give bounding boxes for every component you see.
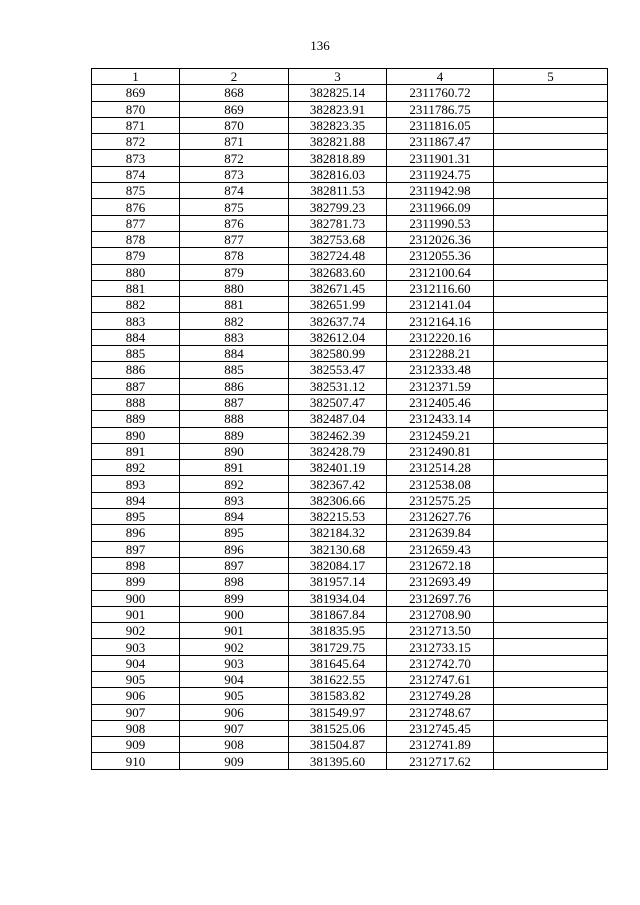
table-cell <box>494 590 608 606</box>
table-cell: 2312745.45 <box>387 720 494 736</box>
table-cell <box>494 720 608 736</box>
table-row <box>92 183 608 199</box>
column-header: 3 <box>289 69 387 85</box>
table-cell <box>494 655 608 671</box>
table-cell: 2312055.36 <box>387 248 494 264</box>
table-cell: 382367.42 <box>289 476 387 492</box>
table-cell: 906 <box>92 688 180 704</box>
table-cell: 2312371.59 <box>387 378 494 394</box>
table-cell <box>494 688 608 704</box>
table-cell: 381957.14 <box>289 574 387 590</box>
table-cell <box>494 215 608 231</box>
table-cell <box>494 476 608 492</box>
table-cell: 382130.68 <box>289 541 387 557</box>
table-cell: 891 <box>180 460 289 476</box>
table-row <box>92 460 608 476</box>
table-row <box>92 525 608 541</box>
table-cell: 2312333.48 <box>387 362 494 378</box>
table-row <box>92 362 608 378</box>
table-row <box>92 313 608 329</box>
table-cell: 382823.91 <box>289 101 387 117</box>
table-cell: 2311816.05 <box>387 117 494 133</box>
table-cell <box>494 183 608 199</box>
table-cell: 888 <box>180 411 289 427</box>
table-cell <box>494 443 608 459</box>
table-cell: 2312514.28 <box>387 460 494 476</box>
table-cell: 382507.47 <box>289 394 387 410</box>
table-cell: 898 <box>92 557 180 573</box>
table-cell <box>494 574 608 590</box>
table-row <box>92 411 608 427</box>
table-row <box>92 280 608 296</box>
table-cell: 874 <box>92 166 180 182</box>
table-cell: 883 <box>180 329 289 345</box>
table-cell: 903 <box>92 639 180 655</box>
table-cell: 382683.60 <box>289 264 387 280</box>
table-cell: 2312697.76 <box>387 590 494 606</box>
table-cell: 2312220.16 <box>387 329 494 345</box>
table-cell: 382671.45 <box>289 280 387 296</box>
table-cell: 2312575.25 <box>387 492 494 508</box>
table-cell <box>494 411 608 427</box>
table-row <box>92 492 608 508</box>
table-cell: 902 <box>180 639 289 655</box>
table-cell: 900 <box>180 606 289 622</box>
table-cell: 2312433.14 <box>387 411 494 427</box>
table-row <box>92 134 608 150</box>
table-cell: 381867.84 <box>289 606 387 622</box>
table-cell: 889 <box>180 427 289 443</box>
table-cell: 2312748.67 <box>387 704 494 720</box>
table-cell: 895 <box>92 509 180 525</box>
coordinates-table <box>91 68 608 770</box>
table-cell: 381525.06 <box>289 720 387 736</box>
table-cell: 882 <box>92 297 180 313</box>
table-cell: 382818.89 <box>289 150 387 166</box>
table-cell <box>494 509 608 525</box>
table-cell: 873 <box>180 166 289 182</box>
table-row <box>92 199 608 215</box>
table-cell: 382651.99 <box>289 297 387 313</box>
table-cell: 2311786.75 <box>387 101 494 117</box>
table-cell: 2312100.64 <box>387 264 494 280</box>
table-cell: 890 <box>92 427 180 443</box>
table-cell: 2312405.46 <box>387 394 494 410</box>
table-cell: 876 <box>92 199 180 215</box>
table-cell: 871 <box>92 117 180 133</box>
table-cell: 382823.35 <box>289 117 387 133</box>
table-cell: 878 <box>92 231 180 247</box>
table-cell: 2312742.70 <box>387 655 494 671</box>
table-cell: 888 <box>92 394 180 410</box>
table-cell <box>494 117 608 133</box>
table-cell <box>494 753 608 769</box>
table-cell: 894 <box>92 492 180 508</box>
table-cell: 381504.87 <box>289 737 387 753</box>
table-cell <box>494 231 608 247</box>
table-cell: 886 <box>92 362 180 378</box>
table-cell: 906 <box>180 704 289 720</box>
table-cell: 382724.48 <box>289 248 387 264</box>
table-cell <box>494 313 608 329</box>
table-cell: 869 <box>180 101 289 117</box>
table-cell: 2312713.50 <box>387 623 494 639</box>
table-cell: 2311966.09 <box>387 199 494 215</box>
table-cell: 2312026.36 <box>387 231 494 247</box>
table-cell: 2312708.90 <box>387 606 494 622</box>
table-cell: 887 <box>92 378 180 394</box>
table-row <box>92 378 608 394</box>
table-cell: 895 <box>180 525 289 541</box>
table-row <box>92 427 608 443</box>
table-cell <box>494 525 608 541</box>
table-row <box>92 688 608 704</box>
table-cell: 382637.74 <box>289 313 387 329</box>
table-cell: 889 <box>92 411 180 427</box>
table-cell: 381645.64 <box>289 655 387 671</box>
table-cell: 382799.23 <box>289 199 387 215</box>
table-cell <box>494 623 608 639</box>
table-cell: 382487.04 <box>289 411 387 427</box>
table-cell: 897 <box>92 541 180 557</box>
table-cell: 382531.12 <box>289 378 387 394</box>
table-cell: 899 <box>180 590 289 606</box>
table-cell <box>494 362 608 378</box>
table-row <box>92 574 608 590</box>
table-cell: 884 <box>180 346 289 362</box>
table-cell: 381934.04 <box>289 590 387 606</box>
column-header: 2 <box>180 69 289 85</box>
table-cell: 890 <box>180 443 289 459</box>
table-cell: 382580.99 <box>289 346 387 362</box>
table-row <box>92 101 608 117</box>
table-cell <box>494 199 608 215</box>
table-cell: 382462.39 <box>289 427 387 443</box>
table-cell: 878 <box>180 248 289 264</box>
table-cell: 901 <box>92 606 180 622</box>
table-cell: 902 <box>92 623 180 639</box>
table-cell: 2312164.16 <box>387 313 494 329</box>
table-cell <box>494 248 608 264</box>
header-row <box>92 69 608 85</box>
table-cell: 382215.53 <box>289 509 387 525</box>
table-cell <box>494 557 608 573</box>
table-row <box>92 737 608 753</box>
table-cell <box>494 639 608 655</box>
table-cell: 904 <box>92 655 180 671</box>
table-cell: 382811.53 <box>289 183 387 199</box>
table-row <box>92 476 608 492</box>
table-row <box>92 541 608 557</box>
table-row <box>92 117 608 133</box>
table-cell: 2312717.62 <box>387 753 494 769</box>
table-cell: 892 <box>180 476 289 492</box>
table-cell <box>494 671 608 687</box>
table-cell <box>494 297 608 313</box>
table-cell: 2312747.61 <box>387 671 494 687</box>
table-cell: 382184.32 <box>289 525 387 541</box>
table-row <box>92 264 608 280</box>
table-cell: 875 <box>180 199 289 215</box>
table-row <box>92 297 608 313</box>
table-cell: 382781.73 <box>289 215 387 231</box>
table-cell: 2312288.21 <box>387 346 494 362</box>
column-header: 1 <box>92 69 180 85</box>
table-row <box>92 248 608 264</box>
table-cell: 2311990.53 <box>387 215 494 231</box>
table-row <box>92 720 608 736</box>
table-row <box>92 329 608 345</box>
table-cell: 381395.60 <box>289 753 387 769</box>
table-cell: 885 <box>180 362 289 378</box>
table-row <box>92 166 608 182</box>
table-cell: 382816.03 <box>289 166 387 182</box>
table-cell: 2312693.49 <box>387 574 494 590</box>
table-cell: 2312639.84 <box>387 525 494 541</box>
table-cell <box>494 280 608 296</box>
table-cell: 894 <box>180 509 289 525</box>
table-row <box>92 639 608 655</box>
table-cell: 896 <box>92 525 180 541</box>
table-cell: 2312141.04 <box>387 297 494 313</box>
table-row <box>92 671 608 687</box>
table-cell: 381549.97 <box>289 704 387 720</box>
table-cell: 869 <box>92 85 180 101</box>
table-cell: 381835.95 <box>289 623 387 639</box>
table-cell: 909 <box>92 737 180 753</box>
table-cell: 2311942.98 <box>387 183 494 199</box>
table-cell: 899 <box>92 574 180 590</box>
table-cell <box>494 492 608 508</box>
table-cell: 881 <box>180 297 289 313</box>
table-cell: 2311867.47 <box>387 134 494 150</box>
table-cell: 382825.14 <box>289 85 387 101</box>
table-cell <box>494 606 608 622</box>
table-cell: 2312733.15 <box>387 639 494 655</box>
table-cell: 900 <box>92 590 180 606</box>
table-cell: 382306.66 <box>289 492 387 508</box>
table-row <box>92 509 608 525</box>
table-cell <box>494 101 608 117</box>
table-cell: 382612.04 <box>289 329 387 345</box>
table-row <box>92 231 608 247</box>
table-cell: 2312741.89 <box>387 737 494 753</box>
table-cell <box>494 85 608 101</box>
table-cell: 868 <box>180 85 289 101</box>
table-cell: 2311901.31 <box>387 150 494 166</box>
table-cell <box>494 150 608 166</box>
table-row <box>92 606 608 622</box>
table-cell <box>494 134 608 150</box>
table-cell: 880 <box>92 264 180 280</box>
table-cell: 882 <box>180 313 289 329</box>
table-row <box>92 150 608 166</box>
table-cell: 2312116.60 <box>387 280 494 296</box>
table-row <box>92 394 608 410</box>
table-cell: 382401.19 <box>289 460 387 476</box>
table-cell: 2311924.75 <box>387 166 494 182</box>
table-cell <box>494 166 608 182</box>
table-cell: 873 <box>92 150 180 166</box>
table-cell: 874 <box>180 183 289 199</box>
table-cell: 904 <box>180 671 289 687</box>
table-cell <box>494 264 608 280</box>
table-cell: 2311760.72 <box>387 85 494 101</box>
table-row <box>92 85 608 101</box>
table-cell: 885 <box>92 346 180 362</box>
table-cell: 2312459.21 <box>387 427 494 443</box>
table-cell: 891 <box>92 443 180 459</box>
table-row <box>92 590 608 606</box>
table-cell: 2312490.81 <box>387 443 494 459</box>
table-cell: 382084.17 <box>289 557 387 573</box>
table-cell: 870 <box>92 101 180 117</box>
table-cell: 901 <box>180 623 289 639</box>
table-cell: 877 <box>180 231 289 247</box>
table-cell: 382553.47 <box>289 362 387 378</box>
table-row <box>92 557 608 573</box>
table-row <box>92 346 608 362</box>
table-cell <box>494 346 608 362</box>
table-cell: 381583.82 <box>289 688 387 704</box>
table-cell: 897 <box>180 557 289 573</box>
table-cell <box>494 737 608 753</box>
table-cell: 381729.75 <box>289 639 387 655</box>
table-cell <box>494 427 608 443</box>
table-body <box>92 85 608 769</box>
table-cell: 2312538.08 <box>387 476 494 492</box>
table-cell: 910 <box>92 753 180 769</box>
column-header: 4 <box>387 69 494 85</box>
table-cell: 382753.68 <box>289 231 387 247</box>
table-cell: 872 <box>92 134 180 150</box>
table-cell: 871 <box>180 134 289 150</box>
table-cell: 2312659.43 <box>387 541 494 557</box>
table-cell <box>494 541 608 557</box>
table-cell <box>494 394 608 410</box>
table-row <box>92 704 608 720</box>
table-row <box>92 215 608 231</box>
table-cell: 908 <box>180 737 289 753</box>
table-cell: 884 <box>92 329 180 345</box>
table-cell: 872 <box>180 150 289 166</box>
table-cell: 903 <box>180 655 289 671</box>
table-cell: 896 <box>180 541 289 557</box>
table-cell <box>494 329 608 345</box>
table-cell: 887 <box>180 394 289 410</box>
table-cell: 905 <box>180 688 289 704</box>
table-cell: 382821.88 <box>289 134 387 150</box>
page-number: 136 <box>310 38 330 53</box>
table-cell: 907 <box>180 720 289 736</box>
table-cell: 876 <box>180 215 289 231</box>
table-cell: 881 <box>92 280 180 296</box>
table-cell: 905 <box>92 671 180 687</box>
table-cell: 381622.55 <box>289 671 387 687</box>
table-cell: 898 <box>180 574 289 590</box>
table-cell: 879 <box>180 264 289 280</box>
column-header: 5 <box>494 69 608 85</box>
table-cell: 382428.79 <box>289 443 387 459</box>
table-cell: 886 <box>180 378 289 394</box>
table-cell: 909 <box>180 753 289 769</box>
table-cell: 879 <box>92 248 180 264</box>
table-cell <box>494 704 608 720</box>
table-row <box>92 753 608 769</box>
table-cell: 893 <box>180 492 289 508</box>
table-cell: 2312749.28 <box>387 688 494 704</box>
table-row <box>92 443 608 459</box>
table-cell: 2312672.18 <box>387 557 494 573</box>
table-cell: 883 <box>92 313 180 329</box>
table-cell: 908 <box>92 720 180 736</box>
table-cell <box>494 460 608 476</box>
table-cell: 2312627.76 <box>387 509 494 525</box>
table-cell: 893 <box>92 476 180 492</box>
table-row <box>92 655 608 671</box>
table-cell: 877 <box>92 215 180 231</box>
table-cell: 875 <box>92 183 180 199</box>
table-cell <box>494 378 608 394</box>
table-cell: 880 <box>180 280 289 296</box>
table-cell: 870 <box>180 117 289 133</box>
table-row <box>92 623 608 639</box>
table-cell: 907 <box>92 704 180 720</box>
table-cell: 892 <box>92 460 180 476</box>
